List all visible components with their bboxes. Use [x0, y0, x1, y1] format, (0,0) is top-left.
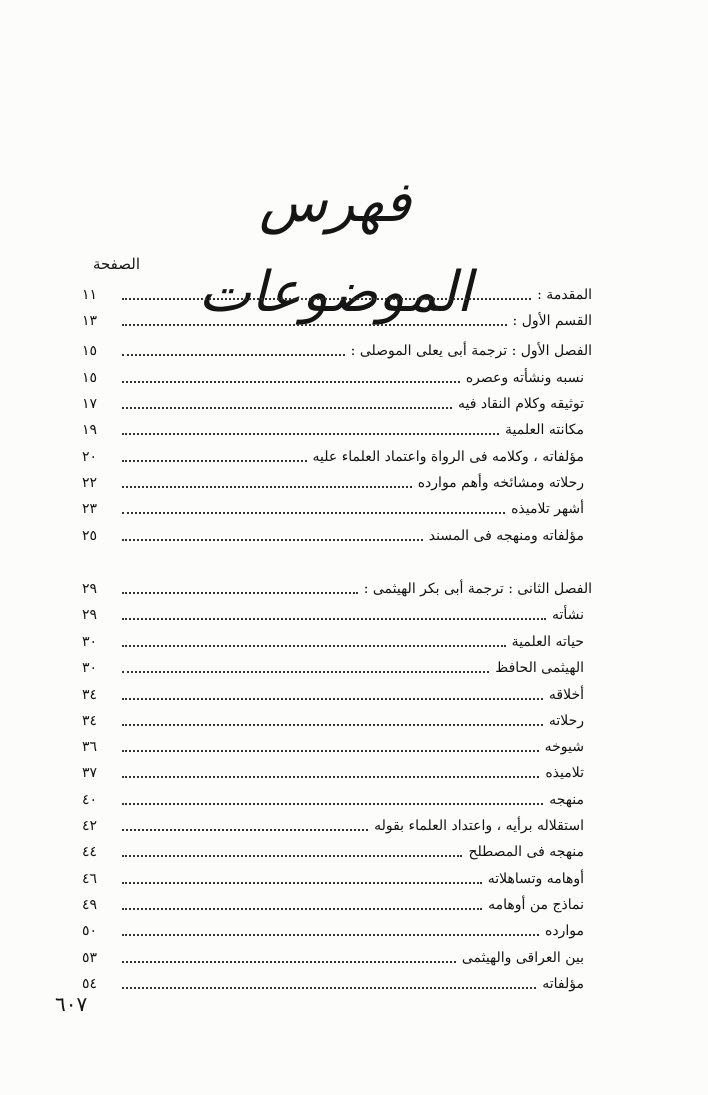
dot-leader	[122, 776, 539, 778]
dot-leader	[122, 486, 412, 488]
toc-entry	[82, 945, 584, 971]
toc-entry-title: أخلاقه	[548, 687, 584, 703]
toc-entry-page: ١١	[82, 287, 98, 303]
toc-entry	[82, 655, 584, 681]
toc-entry	[82, 682, 584, 708]
toc-entry-title: توثيقه وكلام النقاد فيه	[457, 396, 584, 412]
toc-entry	[82, 892, 584, 918]
toc-entry-page: ٥٠	[82, 923, 98, 939]
toc-entry-page: ٢٠	[82, 449, 98, 465]
dot-leader	[122, 987, 536, 989]
toc-entry-page: ١٣	[82, 313, 98, 329]
toc-entry-page: ٤٤	[82, 844, 98, 860]
dot-leader	[122, 934, 539, 936]
toc-entry-page: ٤٦	[82, 871, 98, 887]
toc-entry-title: نسبه ونشأته وعصره	[465, 370, 584, 386]
toc-entry	[82, 866, 584, 892]
toc-entry-title: رحلاته	[548, 713, 584, 729]
toc-entry-title: مؤلفاته	[542, 976, 584, 992]
dot-leader	[122, 433, 499, 435]
toc-entry-page: ٢٩	[82, 607, 98, 623]
toc-entry-title: أوهامه وتساهلاته	[487, 871, 584, 887]
toc-entry-page: ٣٠	[82, 634, 98, 650]
toc-entry-page: ١٩	[82, 422, 98, 438]
dot-leader	[122, 539, 423, 541]
toc-entry	[82, 760, 584, 786]
dot-leader	[122, 407, 452, 409]
toc-entry	[82, 444, 584, 470]
toc-entry	[82, 971, 584, 997]
dot-leader	[122, 460, 307, 462]
toc-entry-page: ٢٩	[82, 581, 98, 597]
toc-entry	[82, 308, 592, 334]
dot-leader	[122, 618, 546, 620]
toc-entry-title: أشهر تلاميذه	[511, 501, 584, 517]
toc-entry-page: ٣٤	[82, 713, 98, 729]
dot-leader	[122, 882, 482, 884]
toc-entry	[82, 282, 592, 308]
toc-entry-title: مؤلفاته ومنهجه فى المسند	[428, 528, 584, 544]
toc-entry	[82, 602, 584, 628]
toc-entry-page: ٥٣	[82, 950, 98, 966]
toc-entry-title: منهجه	[549, 792, 584, 808]
toc-entry	[82, 708, 584, 734]
toc-entry-page: ٢٥	[82, 528, 98, 544]
toc-entry	[82, 576, 592, 602]
toc-entry-page: ٢٣	[82, 501, 98, 517]
page-column-label: الصفحة	[92, 255, 140, 273]
toc-entry-title: منهجه فى المصطلح	[468, 844, 584, 860]
toc-entry-title: تلاميذه	[545, 765, 584, 781]
toc-entry	[82, 391, 584, 417]
dot-leader	[122, 354, 345, 356]
toc-entry-title: المقدمة :	[537, 287, 592, 303]
toc-entry-title: استقلاله برأيه ، واعتداد العلماء بقوله	[374, 818, 584, 834]
dot-leader	[122, 803, 543, 805]
toc-entry-page: ٥٤	[82, 976, 98, 992]
dot-leader	[122, 645, 506, 647]
toc-entry-title: مؤلفاته ، وكلامه فى الرواة واعتماد العلماء عليه	[312, 449, 584, 465]
dot-leader	[122, 324, 507, 326]
page-number: ٦٠٧	[55, 992, 88, 1016]
dot-leader	[122, 698, 543, 700]
dot-leader	[122, 855, 462, 857]
toc-entry	[82, 496, 584, 522]
toc-entry-page: ٣٠	[82, 660, 98, 676]
dot-leader	[122, 381, 460, 383]
toc-entry	[82, 365, 584, 391]
toc-entry-page: ٣٤	[82, 687, 98, 703]
toc-entry-title: الفصل الأول : ترجمة أبى يعلى الموصلى :	[350, 343, 592, 359]
toc-entry	[82, 417, 584, 443]
toc-entry-page: ٤٠	[82, 792, 98, 808]
toc-entry-page: ١٥	[82, 343, 98, 359]
dot-leader	[122, 724, 543, 726]
toc-entry	[82, 918, 584, 944]
toc-entry-title: بين العراقى والهيثمى	[461, 950, 584, 966]
toc-entry-title: الهيثمى الحافظ	[495, 660, 584, 676]
toc-entry-page: ٤٢	[82, 818, 98, 834]
toc-entry	[82, 523, 584, 549]
toc-entry	[82, 734, 584, 760]
toc-entry	[82, 629, 584, 655]
toc-entry-title: الفصل الثانى : ترجمة أبى بكر الهيثمى :	[363, 581, 592, 597]
dot-leader	[122, 592, 358, 594]
toc-entry-title: نشأته	[551, 607, 584, 623]
dot-leader	[122, 671, 489, 673]
toc-entry	[82, 470, 584, 496]
page-title: فهرس الموضوعات	[198, 170, 472, 325]
dot-leader	[122, 908, 482, 910]
dot-leader	[122, 750, 539, 752]
dot-leader	[122, 512, 505, 514]
dot-leader	[122, 298, 531, 300]
toc-entry	[82, 839, 584, 865]
toc-entry-title: مكانته العلمية	[505, 422, 584, 438]
toc-entry-title: القسم الأول :	[512, 313, 592, 329]
dot-leader	[122, 961, 456, 963]
toc-entry-page: ٢٢	[82, 475, 98, 491]
toc-entry-title: موارده	[545, 923, 584, 939]
toc-entry-page: ٤٩	[82, 897, 98, 913]
toc-entry-title: حياته العلمية	[511, 634, 584, 650]
toc-entry-title: شيوخه	[544, 739, 584, 755]
toc-entry-title: نماذج من أوهامه	[488, 897, 584, 913]
toc-entry	[82, 338, 592, 364]
toc-entry-page: ١٧	[82, 396, 98, 412]
toc-entry-page: ٣٧	[82, 765, 98, 781]
toc-entry	[82, 813, 584, 839]
toc-entry-page: ٣٦	[82, 739, 98, 755]
toc-entry-page: ١٥	[82, 370, 98, 386]
dot-leader	[122, 829, 368, 831]
toc-entry	[82, 787, 584, 813]
toc-entry-title: رحلاته ومشائخه وأهم موارده	[417, 475, 584, 491]
